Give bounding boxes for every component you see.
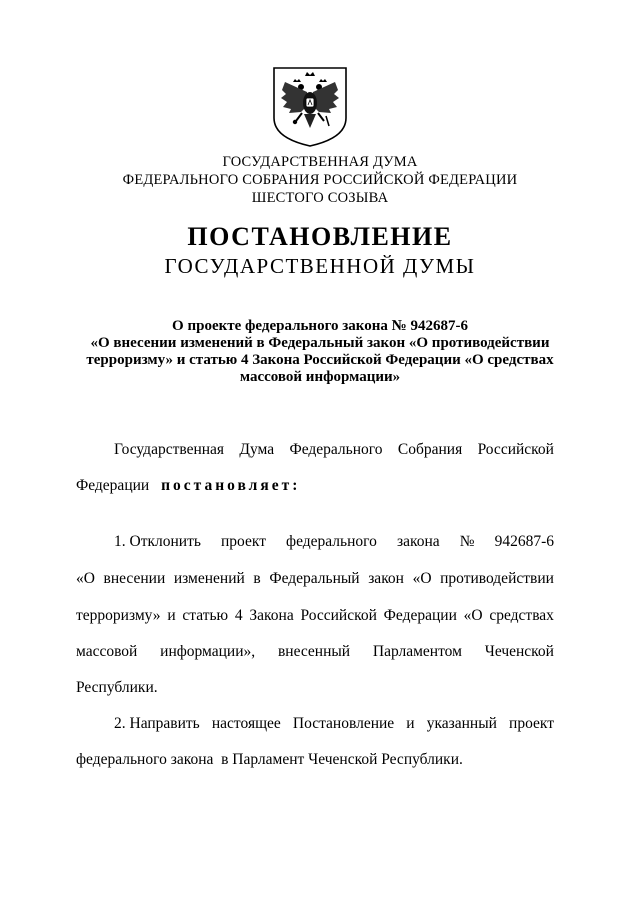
preamble-line-1 bbox=[76, 441, 554, 459]
preamble-word: Федерации bbox=[76, 477, 150, 494]
subject-line-2: «О внесении изменений в Федеральный закон «О противодействии bbox=[90, 335, 550, 351]
item-1-line-3 bbox=[76, 607, 554, 625]
item-word: Чеченской bbox=[484, 643, 554, 660]
item-word: 1. Отклонить bbox=[114, 533, 201, 550]
item-2-line-1 bbox=[76, 715, 554, 733]
item-word: проект bbox=[509, 715, 554, 732]
preamble-word: Российской bbox=[477, 441, 554, 458]
item-word: Федеральный bbox=[269, 570, 360, 587]
item-word: 2. Направить bbox=[114, 715, 200, 732]
item-2-line-2: федерального закона в Парламент Чеченской Республики. bbox=[76, 751, 463, 768]
item-word: закона bbox=[396, 533, 440, 550]
document-title: ПОСТАНОВЛЕНИЕ bbox=[187, 222, 453, 251]
item-word: «О bbox=[412, 570, 432, 587]
item-word: средствах bbox=[489, 607, 554, 624]
item-1-line-4 bbox=[76, 643, 554, 661]
header-line-3: ШЕСТОГО СОЗЫВА bbox=[251, 190, 389, 206]
item-word: Закона bbox=[249, 607, 294, 624]
item-word: Постановление bbox=[292, 715, 395, 732]
item-word: Парламентом bbox=[372, 643, 462, 660]
subject-line-3: терроризму» и статью 4 Закона Российской Федерации «О средствах bbox=[86, 352, 554, 368]
item-word: внесении bbox=[103, 570, 166, 587]
item-word: проект bbox=[221, 533, 266, 550]
item-word: терроризму» bbox=[76, 607, 161, 624]
item-word: «О bbox=[76, 570, 95, 587]
item-word: массовой bbox=[76, 643, 138, 660]
item-word: внесенный bbox=[277, 643, 351, 660]
subject-block bbox=[70, 318, 570, 386]
header-line-1: ГОСУДАРСТВЕННАЯ ДУМА bbox=[222, 154, 418, 170]
item-word: информации», bbox=[160, 643, 256, 660]
preamble-word: Дума bbox=[239, 441, 275, 458]
item-word: в bbox=[253, 570, 261, 587]
preamble-word: Государственная bbox=[114, 441, 225, 458]
item-word: закон bbox=[368, 570, 404, 587]
item-1-line-1 bbox=[76, 533, 554, 551]
item-word: № bbox=[459, 533, 475, 550]
item-word: Российской bbox=[300, 607, 377, 624]
item-word: «О bbox=[463, 607, 483, 624]
item-word: и bbox=[167, 607, 176, 624]
resolution-verb: постановляет: bbox=[161, 477, 301, 494]
coat-of-arms-icon bbox=[271, 66, 349, 148]
subject-line-1: О проекте федерального закона № 942687-6 bbox=[172, 318, 468, 334]
document-subtitle: ГОСУДАРСТВЕННОЙ ДУМЫ bbox=[164, 254, 476, 278]
item-word: статью bbox=[182, 607, 229, 624]
item-1-line-5: Республики. bbox=[76, 679, 158, 696]
item-1-line-2 bbox=[76, 570, 554, 588]
item-word: настоящее bbox=[211, 715, 281, 732]
item-word: и bbox=[406, 715, 415, 732]
item-word: изменений bbox=[173, 570, 245, 587]
item-word: Федерации bbox=[383, 607, 457, 624]
preamble-word: Собрания bbox=[397, 441, 463, 458]
item-word: 4 bbox=[234, 607, 243, 624]
preamble-word: Федерального bbox=[289, 441, 383, 458]
item-word: федерального bbox=[286, 533, 377, 550]
item-word: противодействии bbox=[440, 570, 554, 587]
subject-line-4: массовой информации» bbox=[239, 369, 401, 385]
item-word: 942687-6 bbox=[494, 533, 554, 550]
item-word: указанный bbox=[426, 715, 497, 732]
preamble-line-2 bbox=[76, 477, 554, 495]
header-line-2: ФЕДЕРАЛЬНОГО СОБРАНИЯ РОССИЙСКОЙ ФЕДЕРАЦИИ bbox=[122, 172, 518, 188]
